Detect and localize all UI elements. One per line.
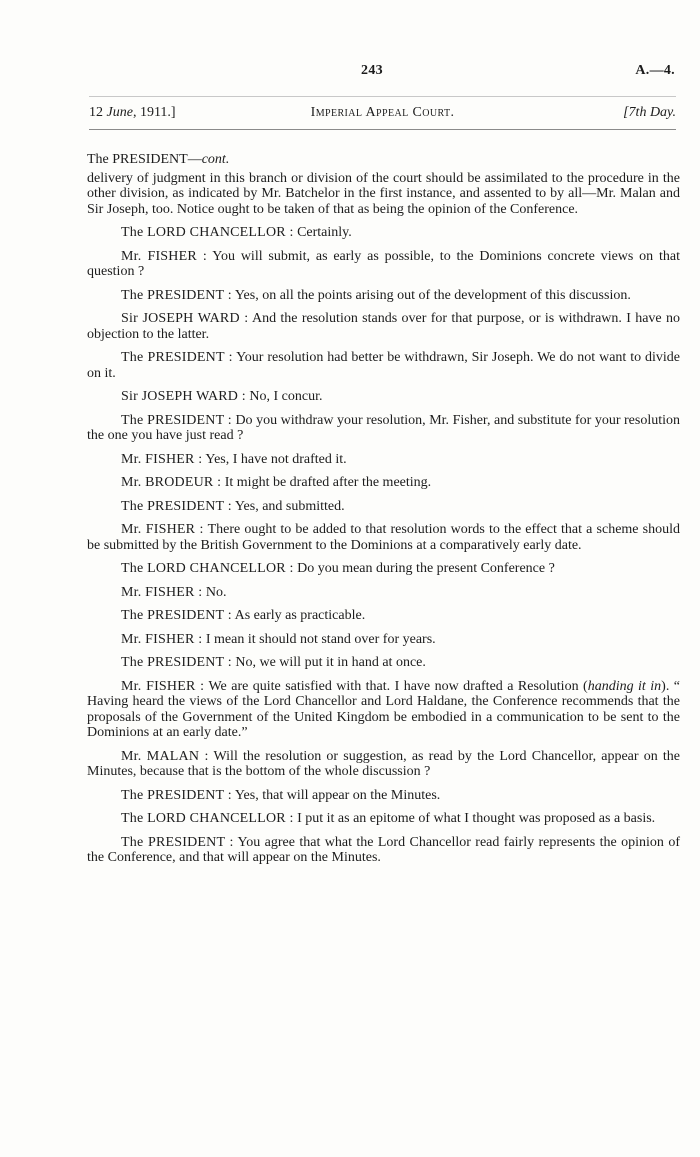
paragraph: The LORD CHANCELLOR : Certainly. [121, 225, 352, 240]
speaker-name: Mr. FISHER : [121, 451, 203, 467]
speaker-name: The PRESIDENT : [121, 787, 232, 803]
speaker-name: Mr. FISHER : [121, 522, 204, 537]
paragraph: Sir JOSEPH WARD : And the resolution stands over for that purpose, or is withdrawn. I have no objection to the latter. [87, 311, 680, 342]
speaker-name: Mr. FISHER : [121, 631, 203, 647]
paragraph: Mr. FISHER : You will submit, as early as possible, to the Dominions concrete views on that question ? [87, 248, 680, 279]
speaker-name: Mr. FISHER : [121, 584, 203, 600]
paragraph: The PRESIDENT : Yes, that will appear on the Minutes. [121, 787, 441, 803]
paragraph: delivery of judgment in this branch or division of the court should be assimilated to the procedure in the other division, as indicated by Mr. Batchelor in the first instance, and assented to by all—Mr. Malan and Sir Joseph, too. Notice ought to be taken of that as being the opinion of the Conference. [87, 170, 680, 217]
paragraph: Mr. FISHER : There ought to be added to that resolution words to the effect that a scheme should be submitted by the British Government to the Dominions at a comparatively early date. [87, 522, 681, 553]
speaker-name: Mr. FISHER : [121, 248, 207, 264]
speaker-name: The PRESIDENT : [121, 412, 232, 428]
paragraph: The PRESIDENT : Yes, and submitted. [121, 498, 345, 514]
speaker-name: The LORD CHANCELLOR : [121, 811, 294, 826]
paragraph: The PRESIDENT : You agree that what the Lord Chancellor read fairly represents the opinion of the Conference, and that will appear on the Minutes. [87, 834, 680, 865]
transcript-body [87, 152, 680, 874]
speaker-name: The PRESIDENT : [121, 834, 234, 850]
document-code: A.—4. [635, 63, 675, 78]
speaker-name: The PRESIDENT : [121, 498, 232, 514]
stage-direction: handing it in [587, 678, 662, 694]
speaker-name: Mr. BRODEUR : [121, 475, 222, 490]
speaker-name: Mr. FISHER : [121, 678, 205, 694]
paragraph: The PRESIDENT : Yes, on all the points arising out of the development of this discussion. [121, 287, 631, 303]
running-head [89, 105, 676, 125]
continued-speaker: The PRESIDENT—cont. [87, 152, 230, 167]
paragraph: The PRESIDENT : Do you withdraw your resolution, Mr. Fisher, and substitute for your resolution the one you have just read ? [87, 412, 681, 443]
running-head-date: 12 June, 1911.] [89, 105, 176, 120]
paragraph: Mr. BRODEUR : It might be drafted after the meeting. [121, 475, 432, 490]
speaker-name: The PRESIDENT : [121, 608, 232, 623]
speaker-name: The PRESIDENT : [121, 350, 233, 365]
paragraph: Mr. FISHER : No. [121, 584, 227, 600]
speaker-name: The PRESIDENT : [121, 287, 232, 303]
header-rule-bottom [89, 129, 676, 130]
running-head-day: [7th Day. [623, 105, 676, 120]
speaker-name: Sir JOSEPH WARD : [121, 311, 249, 326]
speaker-name: The LORD CHANCELLOR : [121, 225, 294, 240]
page-number: 243 [361, 63, 383, 78]
paragraph: Sir JOSEPH WARD : No, I concur. [121, 389, 323, 404]
speaker-name: Sir JOSEPH WARD : [121, 389, 246, 404]
paragraph: Mr. FISHER : Yes, I have not drafted it. [121, 451, 347, 467]
paragraph: The LORD CHANCELLOR : I put it as an epitome of what I thought was proposed as a basis. [121, 811, 656, 826]
speaker-name: The PRESIDENT : [121, 655, 232, 670]
paragraph: Mr. MALAN : Will the resolution or suggestion, as read by the Lord Chancellor, appear on the Minutes, because that is the bottom of the whole discussion ? [87, 748, 680, 779]
paragraph: The LORD CHANCELLOR : Do you mean during the present Conference ? [121, 561, 555, 576]
header-rule-top [89, 96, 676, 97]
running-head-title: Imperial Appeal Court. [310, 105, 455, 120]
speaker-name: The LORD CHANCELLOR : [121, 561, 294, 576]
paragraph: The PRESIDENT : No, we will put it in hand at once. [121, 655, 426, 670]
paragraph: The PRESIDENT : Your resolution had better be withdrawn, Sir Joseph. We do not want to divide on it. [87, 350, 681, 381]
paragraph: Mr. FISHER : I mean it should not stand over for years. [121, 631, 436, 647]
speaker-name: Mr. MALAN : [121, 748, 209, 764]
paragraph: Mr. FISHER : We are quite satisfied with that. I have now drafted a Resolution (handing it in). “ Having heard the views of the Lord Chancellor and Lord Haldane, the Conference recommends that the proposals of the Government of the United Kingdom be embodied in a communication to be sent to the Dominions at an early date.” [87, 678, 681, 740]
paragraph: The PRESIDENT : As early as practicable. [121, 608, 366, 623]
